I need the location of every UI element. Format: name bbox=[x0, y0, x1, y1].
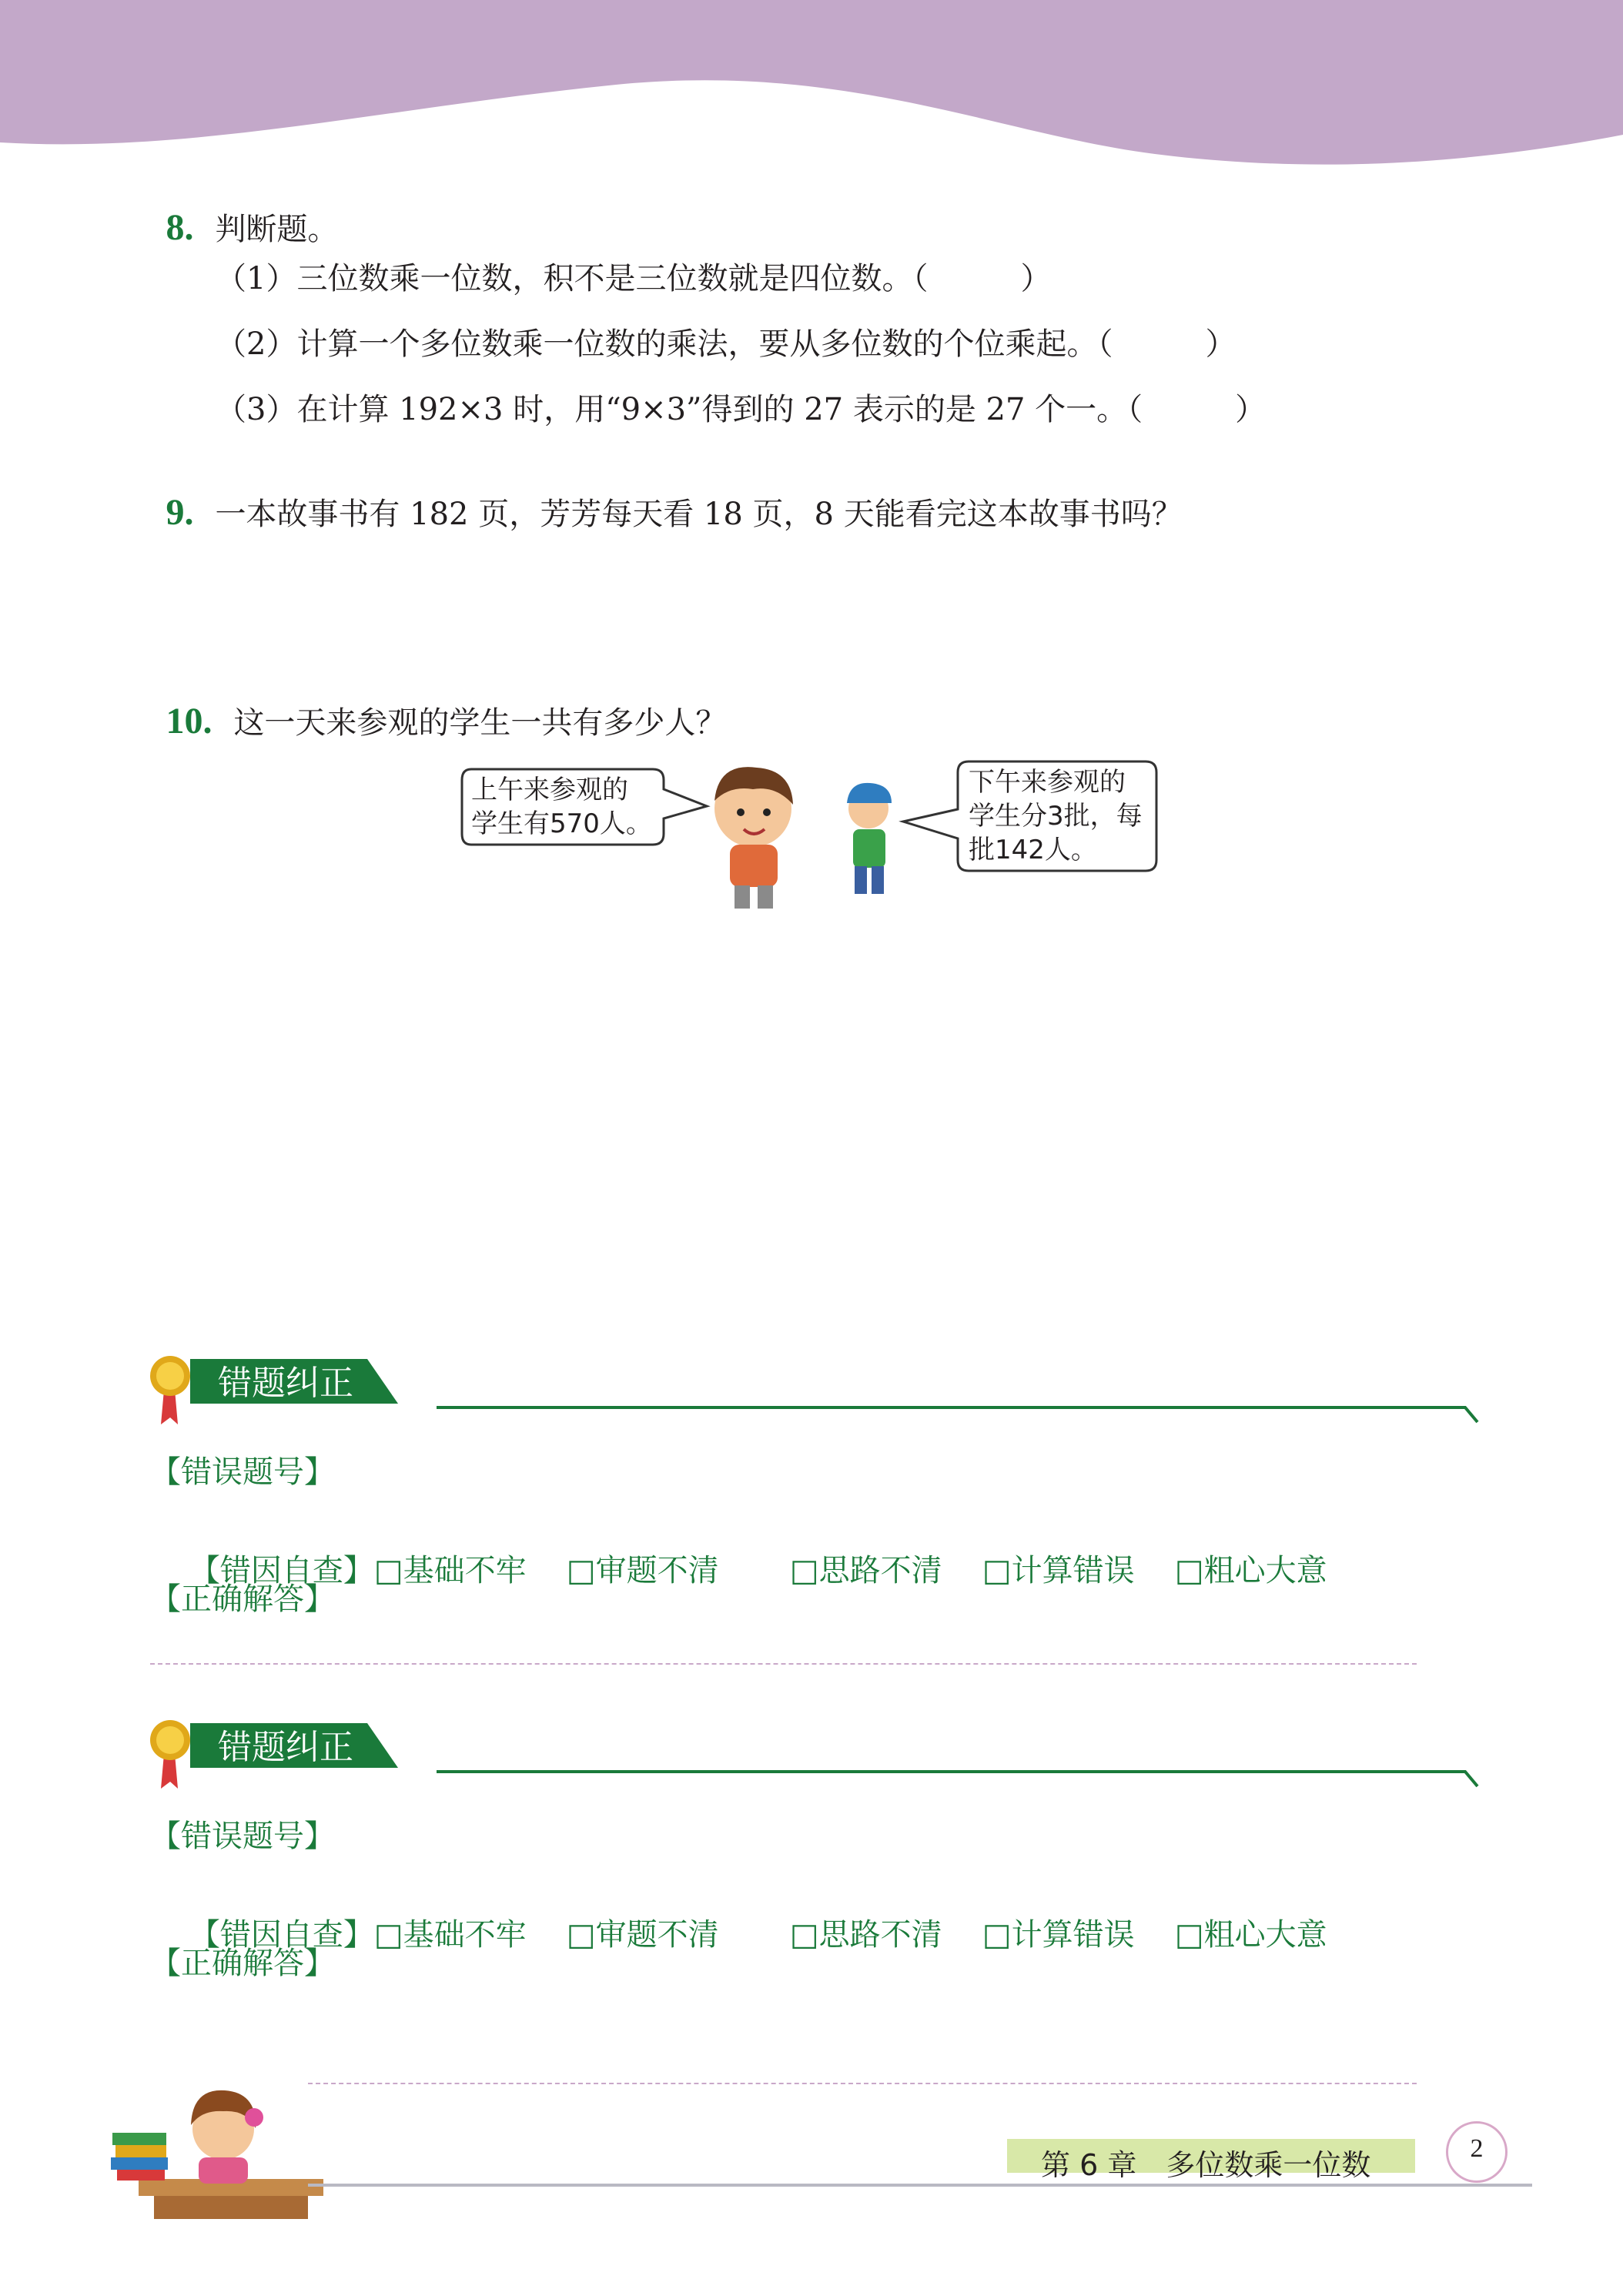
bubble-left-line-2: 学生有570人。 bbox=[471, 808, 652, 839]
option-checkbox-2[interactable]: □审题不清 bbox=[566, 1917, 719, 1953]
question-10 bbox=[146, 672, 726, 740]
small-boy-character-icon bbox=[847, 783, 892, 894]
option-checkbox-1[interactable]: □基础不牢 bbox=[373, 1553, 527, 1588]
question-number: 10. bbox=[166, 701, 212, 741]
question-text: 判断题。 bbox=[215, 212, 339, 247]
question-number: 8. bbox=[166, 207, 194, 248]
question-10-illustration bbox=[460, 758, 1169, 912]
medal-icon bbox=[150, 1356, 190, 1424]
bubble-right-line-1: 下午来参观的 bbox=[969, 767, 1126, 798]
speech-bubble-right bbox=[903, 761, 1156, 871]
question-text: 一本故事书有 182 页，芳芳每天看 18 页，8 天能看完这本故事书吗？ bbox=[215, 497, 1183, 532]
question-text: 这一天来参观的学生一共有多少人？ bbox=[233, 705, 727, 741]
question-8-item-1: （1）三位数乘一位数，积不是三位数就是四位数。（ ） bbox=[216, 261, 1052, 296]
option-checkbox-2[interactable]: □审题不清 bbox=[566, 1553, 719, 1588]
correction-title: 错题纠正 bbox=[218, 1364, 353, 1403]
error-cause-label: 【错因自查】 bbox=[189, 1553, 374, 1588]
option-checkbox-5[interactable]: □粗心大意 bbox=[1174, 1917, 1327, 1953]
option-checkbox-3[interactable]: □思路不清 bbox=[789, 1553, 942, 1588]
chapter-title: 第 6 章 多位数乘一位数 bbox=[1041, 2148, 1371, 2182]
question-number: 9. bbox=[166, 492, 194, 533]
option-checkbox-5[interactable]: □粗心大意 bbox=[1174, 1553, 1327, 1588]
dashed-divider bbox=[150, 1663, 1417, 1665]
speech-bubble-left bbox=[462, 769, 707, 845]
option-checkbox-4[interactable]: □计算错误 bbox=[982, 1917, 1135, 1953]
correction-banner bbox=[150, 1715, 1482, 1792]
question-8-item-2: （2）计算一个多位数乘一位数的乘法，要从多位数的个位乘起。（ ） bbox=[216, 326, 1236, 362]
option-checkbox-4[interactable]: □计算错误 bbox=[982, 1553, 1135, 1588]
page-number: 2 bbox=[1470, 2134, 1484, 2163]
bubble-right-line-2: 学生分3批，每 bbox=[969, 801, 1143, 832]
correction-title: 错题纠正 bbox=[218, 1728, 353, 1767]
correction-banner bbox=[150, 1351, 1482, 1428]
student-at-desk-icon bbox=[108, 2048, 331, 2225]
wrong-number-label: 【错误题号】 bbox=[150, 1819, 335, 1854]
footer-rule bbox=[308, 2184, 1532, 2187]
wrong-number-label: 【错误题号】 bbox=[150, 1454, 335, 1490]
option-checkbox-1[interactable]: □基础不牢 bbox=[373, 1917, 527, 1953]
dashed-divider bbox=[308, 2083, 1417, 2084]
option-checkbox-3[interactable]: □思路不清 bbox=[789, 1917, 942, 1953]
boy-character-icon bbox=[714, 767, 793, 909]
correct-answer-label: 【正确解答】 bbox=[150, 1581, 335, 1617]
question-8-item-3: （3）在计算 192×3 时，用“9×3”得到的 27 表示的是 27 个一。（ ） bbox=[216, 392, 1267, 427]
header-wave bbox=[0, 0, 1623, 177]
question-8 bbox=[146, 179, 338, 246]
correct-answer-label: 【正确解答】 bbox=[150, 1946, 335, 1981]
bubble-right-line-3: 批142人。 bbox=[969, 835, 1097, 865]
bubble-left-line-1: 上午来参观的 bbox=[471, 775, 628, 805]
question-9 bbox=[146, 464, 1183, 531]
medal-icon bbox=[150, 1720, 190, 1789]
error-cause-label: 【错因自查】 bbox=[189, 1917, 374, 1953]
